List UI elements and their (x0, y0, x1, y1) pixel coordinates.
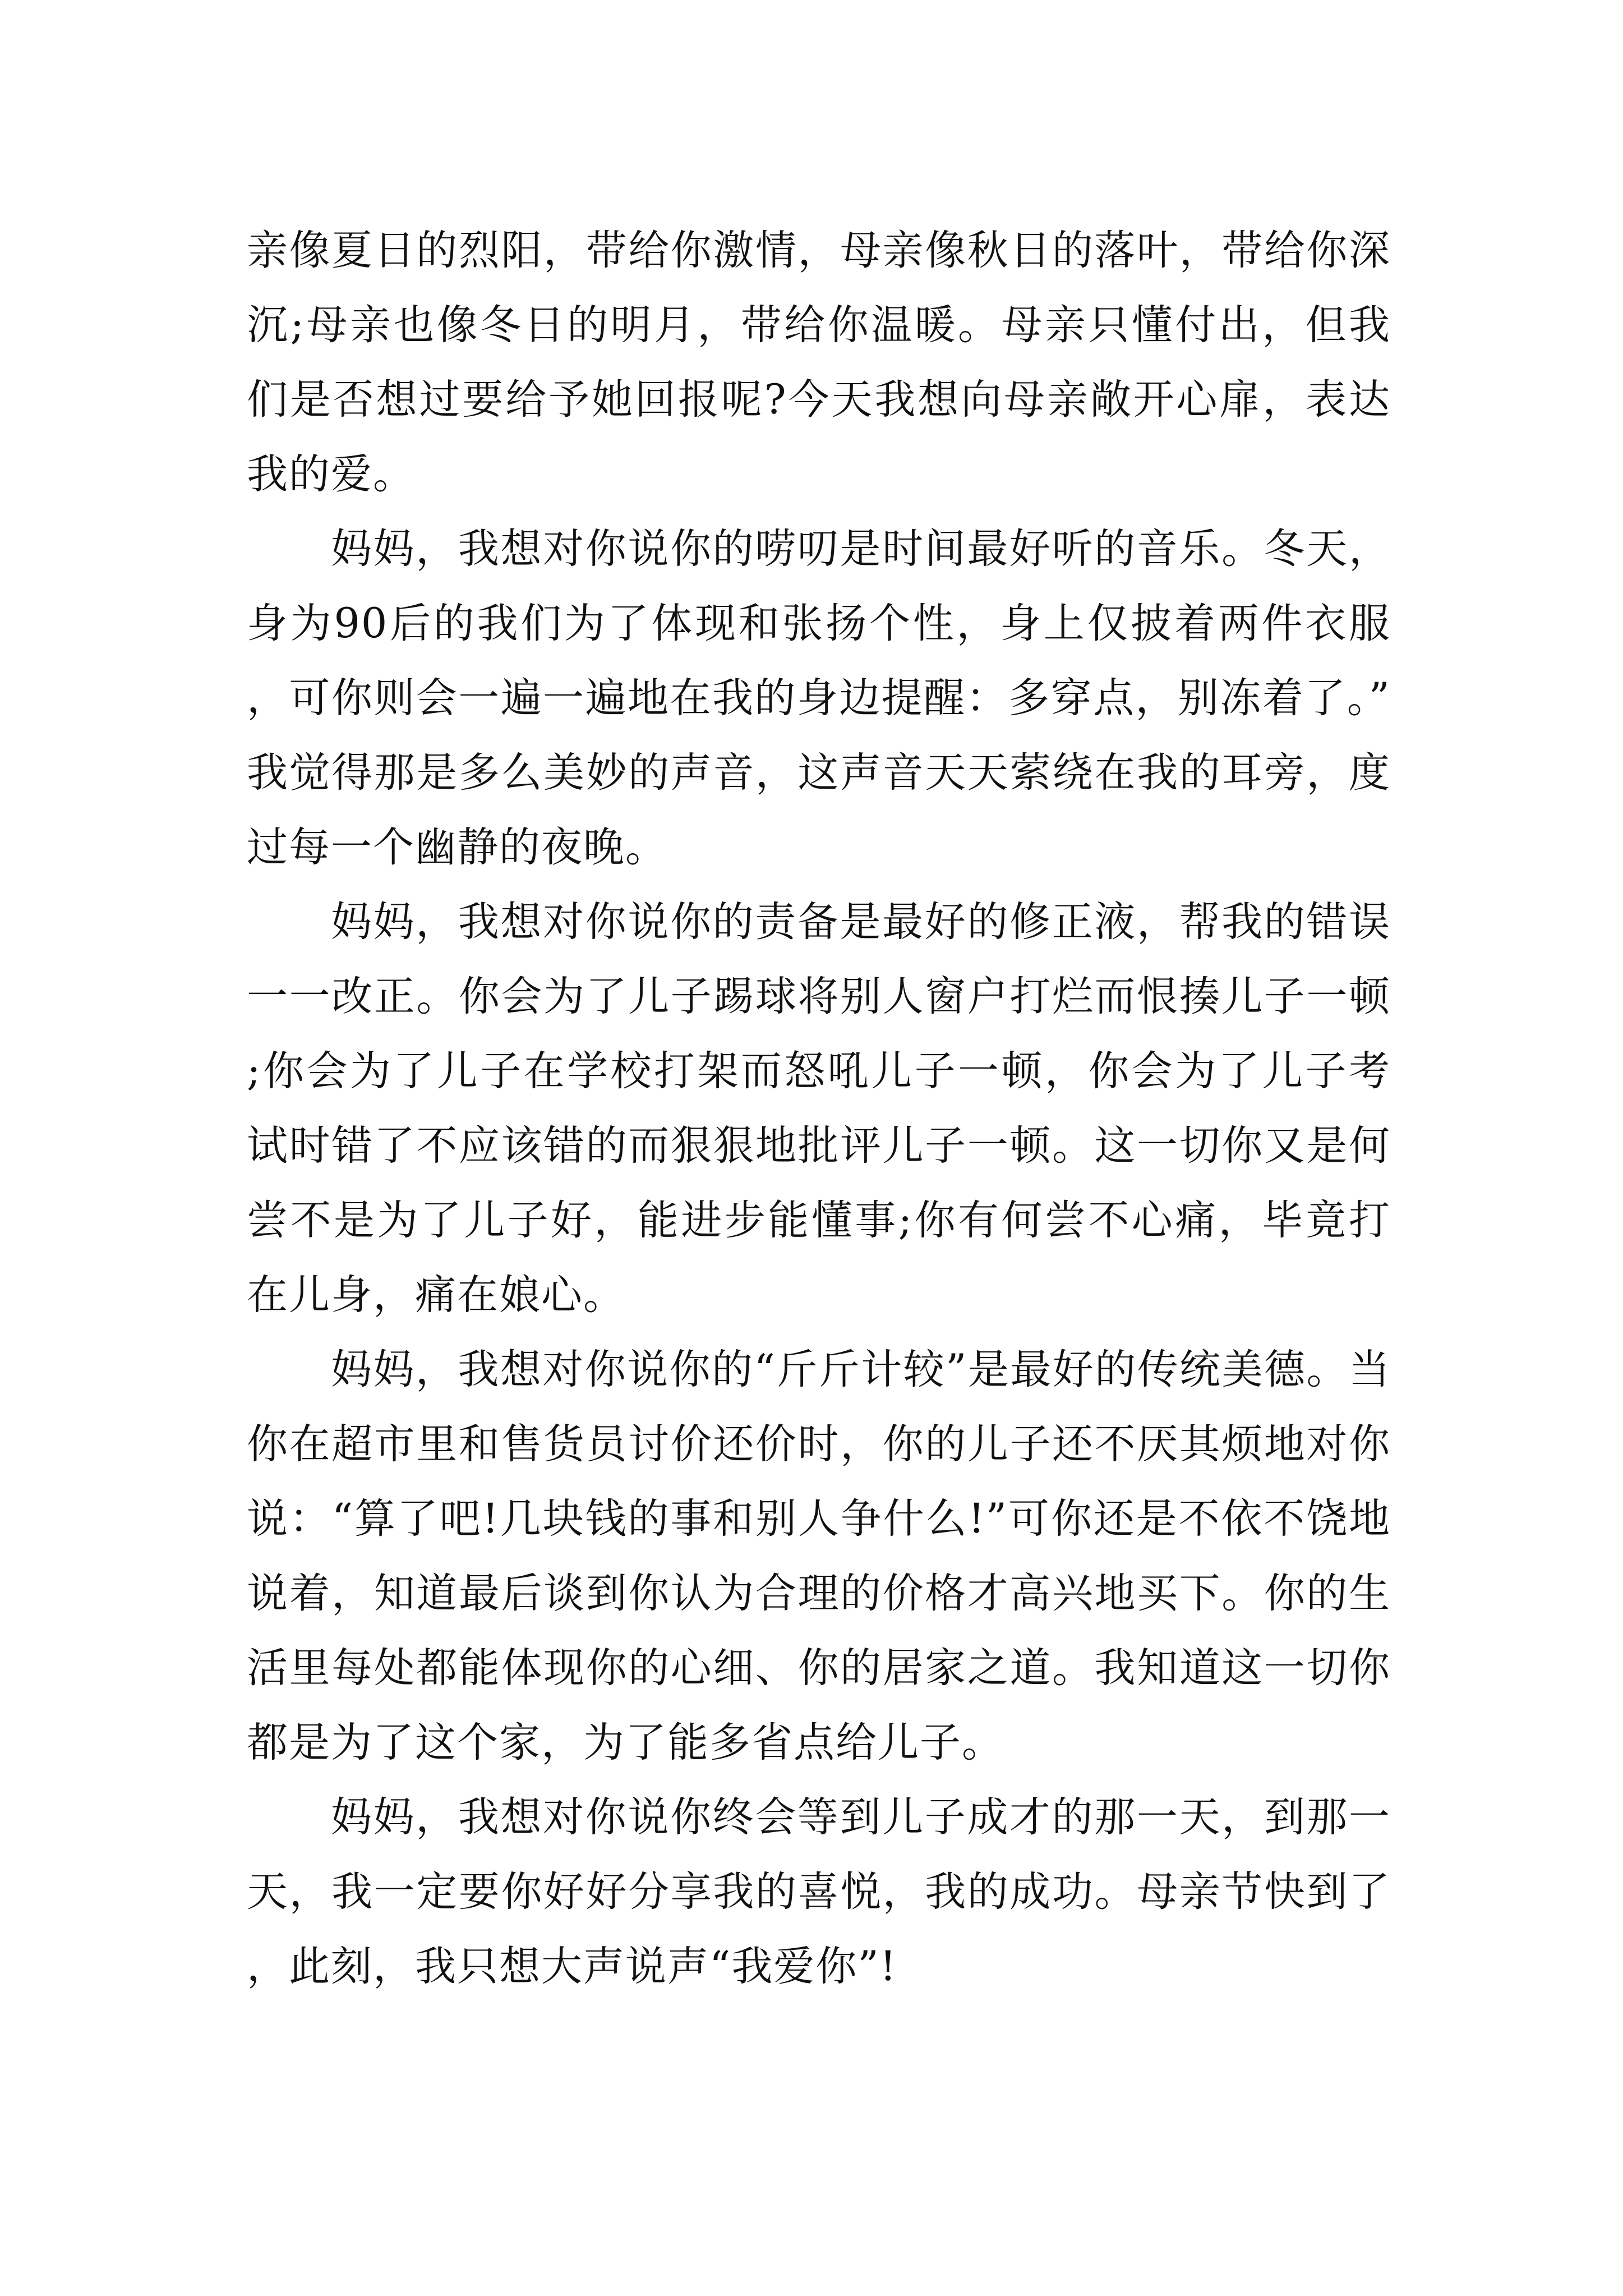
document-body (247, 213, 1391, 2004)
paragraph-5: 妈妈，我想对你说你终会等到儿子成才的那一天，到那一天，我一定要你好好分享我的喜悦，我的成功。母亲节快到了，此刻，我只想大声说声“我爱你”! (247, 1793, 1391, 1990)
paragraph-4: 妈妈，我想对你说你的“斤斤计较”是最好的传统美德。当你在超市里和售货员讨价还价时，你的儿子还不厌其烦地对你说：“算了吧!几块钱的事和别人争什么!”可你还是不依不饶地说着，知道最后谈到你认为合理的价格才高兴地买下。你的生活里每处都能体现你的心细、你的居家之道。我知道这一切你都是为了这个家，为了能多省点给儿子。 (247, 1346, 1391, 1766)
paragraph-3: 妈妈，我想对你说你的责备是最好的修正液，帮我的错误一一改正。你会为了儿子踢球将别人窗户打烂而恨揍儿子一顿;你会为了儿子在学校打架而怒吼儿子一顿，你会为了儿子考试时错了不应该错的而狠狠地批评儿子一顿。这一切你又是何尝不是为了儿子好，能进步能懂事;你有何尝不心痛，毕竟打在儿身，痛在娘心。 (247, 898, 1391, 1319)
paragraph-1: 亲像夏日的烈阳，带给你激情，母亲像秋日的落叶，带给你深沉;母亲也像冬日的明月，带给你温暖。母亲只懂付出，但我们是否想过要给予她回报呢?今天我想向母亲敞开心扉，表达我的爱。 (247, 227, 1391, 498)
paragraph-2: 妈妈，我想对你说你的唠叨是时间最好听的音乐。冬天，身为90后的我们为了体现和张扬个性，身上仅披着两件衣服，可你则会一遍一遍地在我的身边提醒：多穿点，别冻着了。”我觉得那是多么美妙的声音，这声音天天萦绕在我的耳旁，度过每一个幽静的夜晚。 (247, 525, 1391, 871)
